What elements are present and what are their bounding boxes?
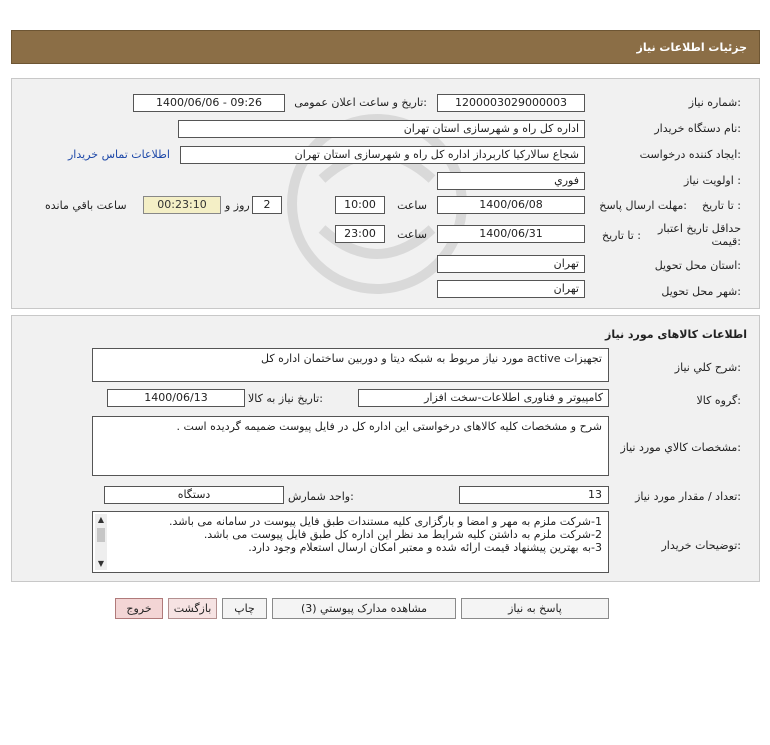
province-field: تهران xyxy=(437,255,585,273)
back-button[interactable]: بازگشت xyxy=(168,598,217,619)
remaining-time-field: 00:23:10 xyxy=(143,196,221,214)
scroll-up-icon[interactable]: ▲ xyxy=(97,515,105,524)
print-button[interactable]: چاپ xyxy=(222,598,267,619)
priority-field: فوري xyxy=(437,172,585,190)
deadline-to-date-label: تا تاریخ : xyxy=(702,199,741,212)
buyer-note-line: 2-شرکت ملزم به داشتن کلیه شرایط مد نظر این اداره کل طبق فایل پیوست می باشد. xyxy=(203,528,602,541)
buyer-org-field: اداره کل راه و شهرسازی استان تهران xyxy=(178,120,585,138)
unit-label: واحد شمارش: xyxy=(288,490,354,503)
announce-field: 1400/06/06 - 09:26 xyxy=(133,94,285,112)
requester-label: ایجاد کننده درخواست: xyxy=(639,148,741,161)
description-box: تجهیزات active مورد نیاز مربوط به شبکه دیتا و دوربین ساختمان اداره کل xyxy=(92,348,609,382)
page-header xyxy=(11,30,760,64)
group-field: کامپیوتر و فناوری اطلاعات-سخت افزار xyxy=(358,389,609,407)
priority-label: اولویت نیاز : xyxy=(683,174,741,187)
city-label: شهر محل تحویل: xyxy=(661,285,741,298)
deadline-label: مهلت ارسال پاسخ: xyxy=(599,199,687,212)
need-info-panel xyxy=(11,78,760,309)
announce-label: تاریخ و ساعت اعلان عمومی: xyxy=(294,96,427,109)
page-title: جزئیات اطلاعات نیاز xyxy=(636,41,747,54)
items-section-title: اطلاعات کالاهای مورد نیاز xyxy=(605,328,747,341)
need-date-field: 1400/06/13 xyxy=(107,389,245,407)
scroll-thumb[interactable] xyxy=(97,528,105,542)
unit-field: دستگاه xyxy=(104,486,284,504)
deadline-time-label: ساعت xyxy=(397,199,427,212)
validity-date-field: 1400/06/31 xyxy=(437,225,585,243)
city-field: تهران xyxy=(437,280,585,298)
validity-time-field: 23:00 xyxy=(335,225,385,243)
deadline-date-field: 1400/06/08 xyxy=(437,196,585,214)
specs-label: مشخصات کالاي مورد نیاز: xyxy=(620,441,741,454)
view-attachments-button[interactable]: مشاهده مدارک پیوستي (3) xyxy=(272,598,456,619)
exit-button[interactable]: خروج xyxy=(115,598,163,619)
buyer-contact-link[interactable]: اطلاعات تماس خریدار xyxy=(68,148,170,161)
buyer-notes-scrollbar[interactable] xyxy=(95,514,107,570)
days-remaining-field: 2 xyxy=(252,196,282,214)
description-label: شرح کلي نیاز: xyxy=(674,361,741,374)
reply-button[interactable]: پاسخ به نیاز xyxy=(461,598,609,619)
requester-field: شجاع سالارکیا کاربرداز اداره کل راه و شهرسازی استان تهران xyxy=(180,146,585,164)
specs-box: شرح و مشخصات کلیه کالاهای درخواستی این اداره کل در فایل پیوست ضمیمه گردیده است . xyxy=(92,416,609,476)
remaining-time-label: ساعت باقي مانده xyxy=(45,199,127,212)
validity-time-label: ساعت xyxy=(397,228,427,241)
need-date-label: تاریخ نیاز به کالا: xyxy=(248,392,323,405)
quantity-label: تعداد / مقدار مورد نیاز: xyxy=(635,490,741,503)
price-validity-label: حداقل تاریخ اعتبار قیمت: xyxy=(657,222,741,248)
days-and-label: روز و xyxy=(225,199,250,212)
buyer-notes-box xyxy=(92,511,609,573)
buyer-org-label: نام دستگاه خریدار: xyxy=(654,122,741,135)
validity-to-date-label: تا تاریخ : xyxy=(602,229,641,242)
need-number-label: شماره نیاز: xyxy=(688,96,741,109)
buyer-note-line: 3-به بهترین پیشنهاد قیمت ارائه شده و معتبر امکان ارسال استعلام وجود دارد. xyxy=(248,541,602,554)
buyer-note-line: 1-شرکت ملزم به مهر و امضا و بارگزاری کلیه مستندات طبق فایل پیوست در سامانه می باشد. xyxy=(168,515,602,528)
deadline-time-field: 10:00 xyxy=(335,196,385,214)
buyer-notes-label: توضیحات خریدار: xyxy=(661,539,741,552)
quantity-field: 13 xyxy=(459,486,609,504)
need-number-field: 1200003029000003 xyxy=(437,94,585,112)
scroll-down-icon[interactable]: ▼ xyxy=(97,559,105,568)
group-label: گروه کالا: xyxy=(696,394,741,407)
items-panel xyxy=(11,315,760,582)
province-label: استان محل تحویل: xyxy=(654,259,741,272)
